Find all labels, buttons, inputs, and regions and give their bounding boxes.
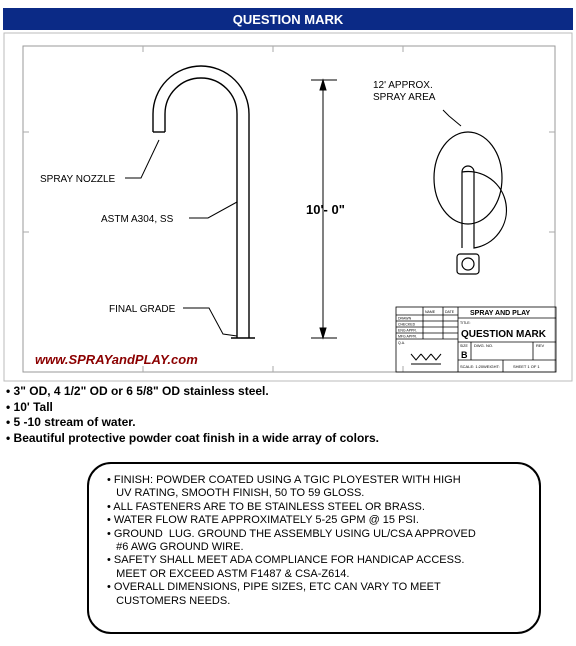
tb-row-eng: ENG APPR. [398, 328, 417, 333]
tb-scale-label: SCALE: 1:20 [460, 364, 484, 369]
height-dimension-label: 10'- 0" [306, 202, 345, 217]
tb-date-col: DATE [445, 310, 455, 314]
tb-company: SPRAY AND PLAY [470, 310, 531, 317]
tb-title-label: TITLE: [460, 321, 471, 325]
tb-drawing-title: QUESTION MARK [461, 329, 546, 340]
notes-box [87, 462, 541, 634]
note-line: • GROUND LUG. GROUND THE ASSEMBLY USING UL/CSA APPROVED [107, 527, 476, 540]
feature-item: • 10' Tall [6, 400, 571, 416]
notes-list [107, 474, 476, 608]
note-line: MEET OR EXCEED ASTM F1487 & CSA-Z614. [107, 567, 350, 580]
tb-row-qa: Q.A. [398, 341, 406, 345]
label-final-grade: FINAL GRADE [109, 304, 176, 315]
note-line: • WATER FLOW RATE APPROXIMATELY 5-25 GPM @ 15 PSI. [107, 514, 419, 527]
note-line: #6 AWG GROUND WIRE. [107, 541, 244, 554]
tb-row-mfg: MFG APPR. [398, 334, 418, 339]
tb-weight-label: WEIGHT: [483, 364, 500, 369]
spray-area-label-line1: 12' APPROX. [373, 80, 433, 91]
note-line: CUSTOMERS NEEDS. [107, 594, 231, 607]
tb-rev-label: REV [536, 343, 545, 348]
feature-item: • 5 -10 stream of water. [6, 415, 571, 431]
tb-dwg-no-label: DWG. NO. [474, 343, 494, 348]
feature-item: • 3" OD, 4 1/2" OD or 6 5/8" OD stainless steel. [6, 384, 571, 400]
tb-name-col: NAME [425, 310, 436, 314]
page-title-bar [3, 8, 573, 30]
page-title: QUESTION MARK [232, 11, 344, 27]
note-line: • SAFETY SHALL MEET ADA COMPLIANCE FOR HANDICAP ACCESS. [107, 554, 465, 567]
feature-item: • Beautiful protective powder coat finish in a wide array of colors. [6, 431, 571, 447]
tb-sheet-label: SHEET 1 OF 1 [513, 364, 540, 369]
tb-size-label: SIZE [460, 344, 468, 348]
note-line: • OVERALL DIMENSIONS, PIPE SIZES, ETC CAN VARY TO MEET [107, 581, 441, 594]
note-line: • FINISH: POWDER COATED USING A TGIC PLOYESTER WITH HIGH [107, 474, 461, 486]
tb-row-checked: CHECKED [398, 322, 416, 327]
feature-list [6, 384, 571, 446]
tb-row-drawn: DRAWN [398, 316, 412, 321]
website-link[interactable]: www.SPRAYandPLAY.com [35, 352, 198, 367]
label-spray-nozzle: SPRAY NOZZLE [40, 174, 116, 185]
note-line: UV RATING, SMOOTH FINISH, 50 TO 59 GLOSS. [107, 487, 365, 500]
spray-area-label-line2: SPRAY AREA [373, 92, 436, 103]
note-line: • ALL FASTENERS ARE TO BE STAINLESS STEEL OR BRASS. [107, 500, 425, 513]
technical-drawing [3, 32, 573, 382]
label-material: ASTM A304, SS [101, 214, 174, 225]
tb-size-value: B [461, 350, 468, 360]
